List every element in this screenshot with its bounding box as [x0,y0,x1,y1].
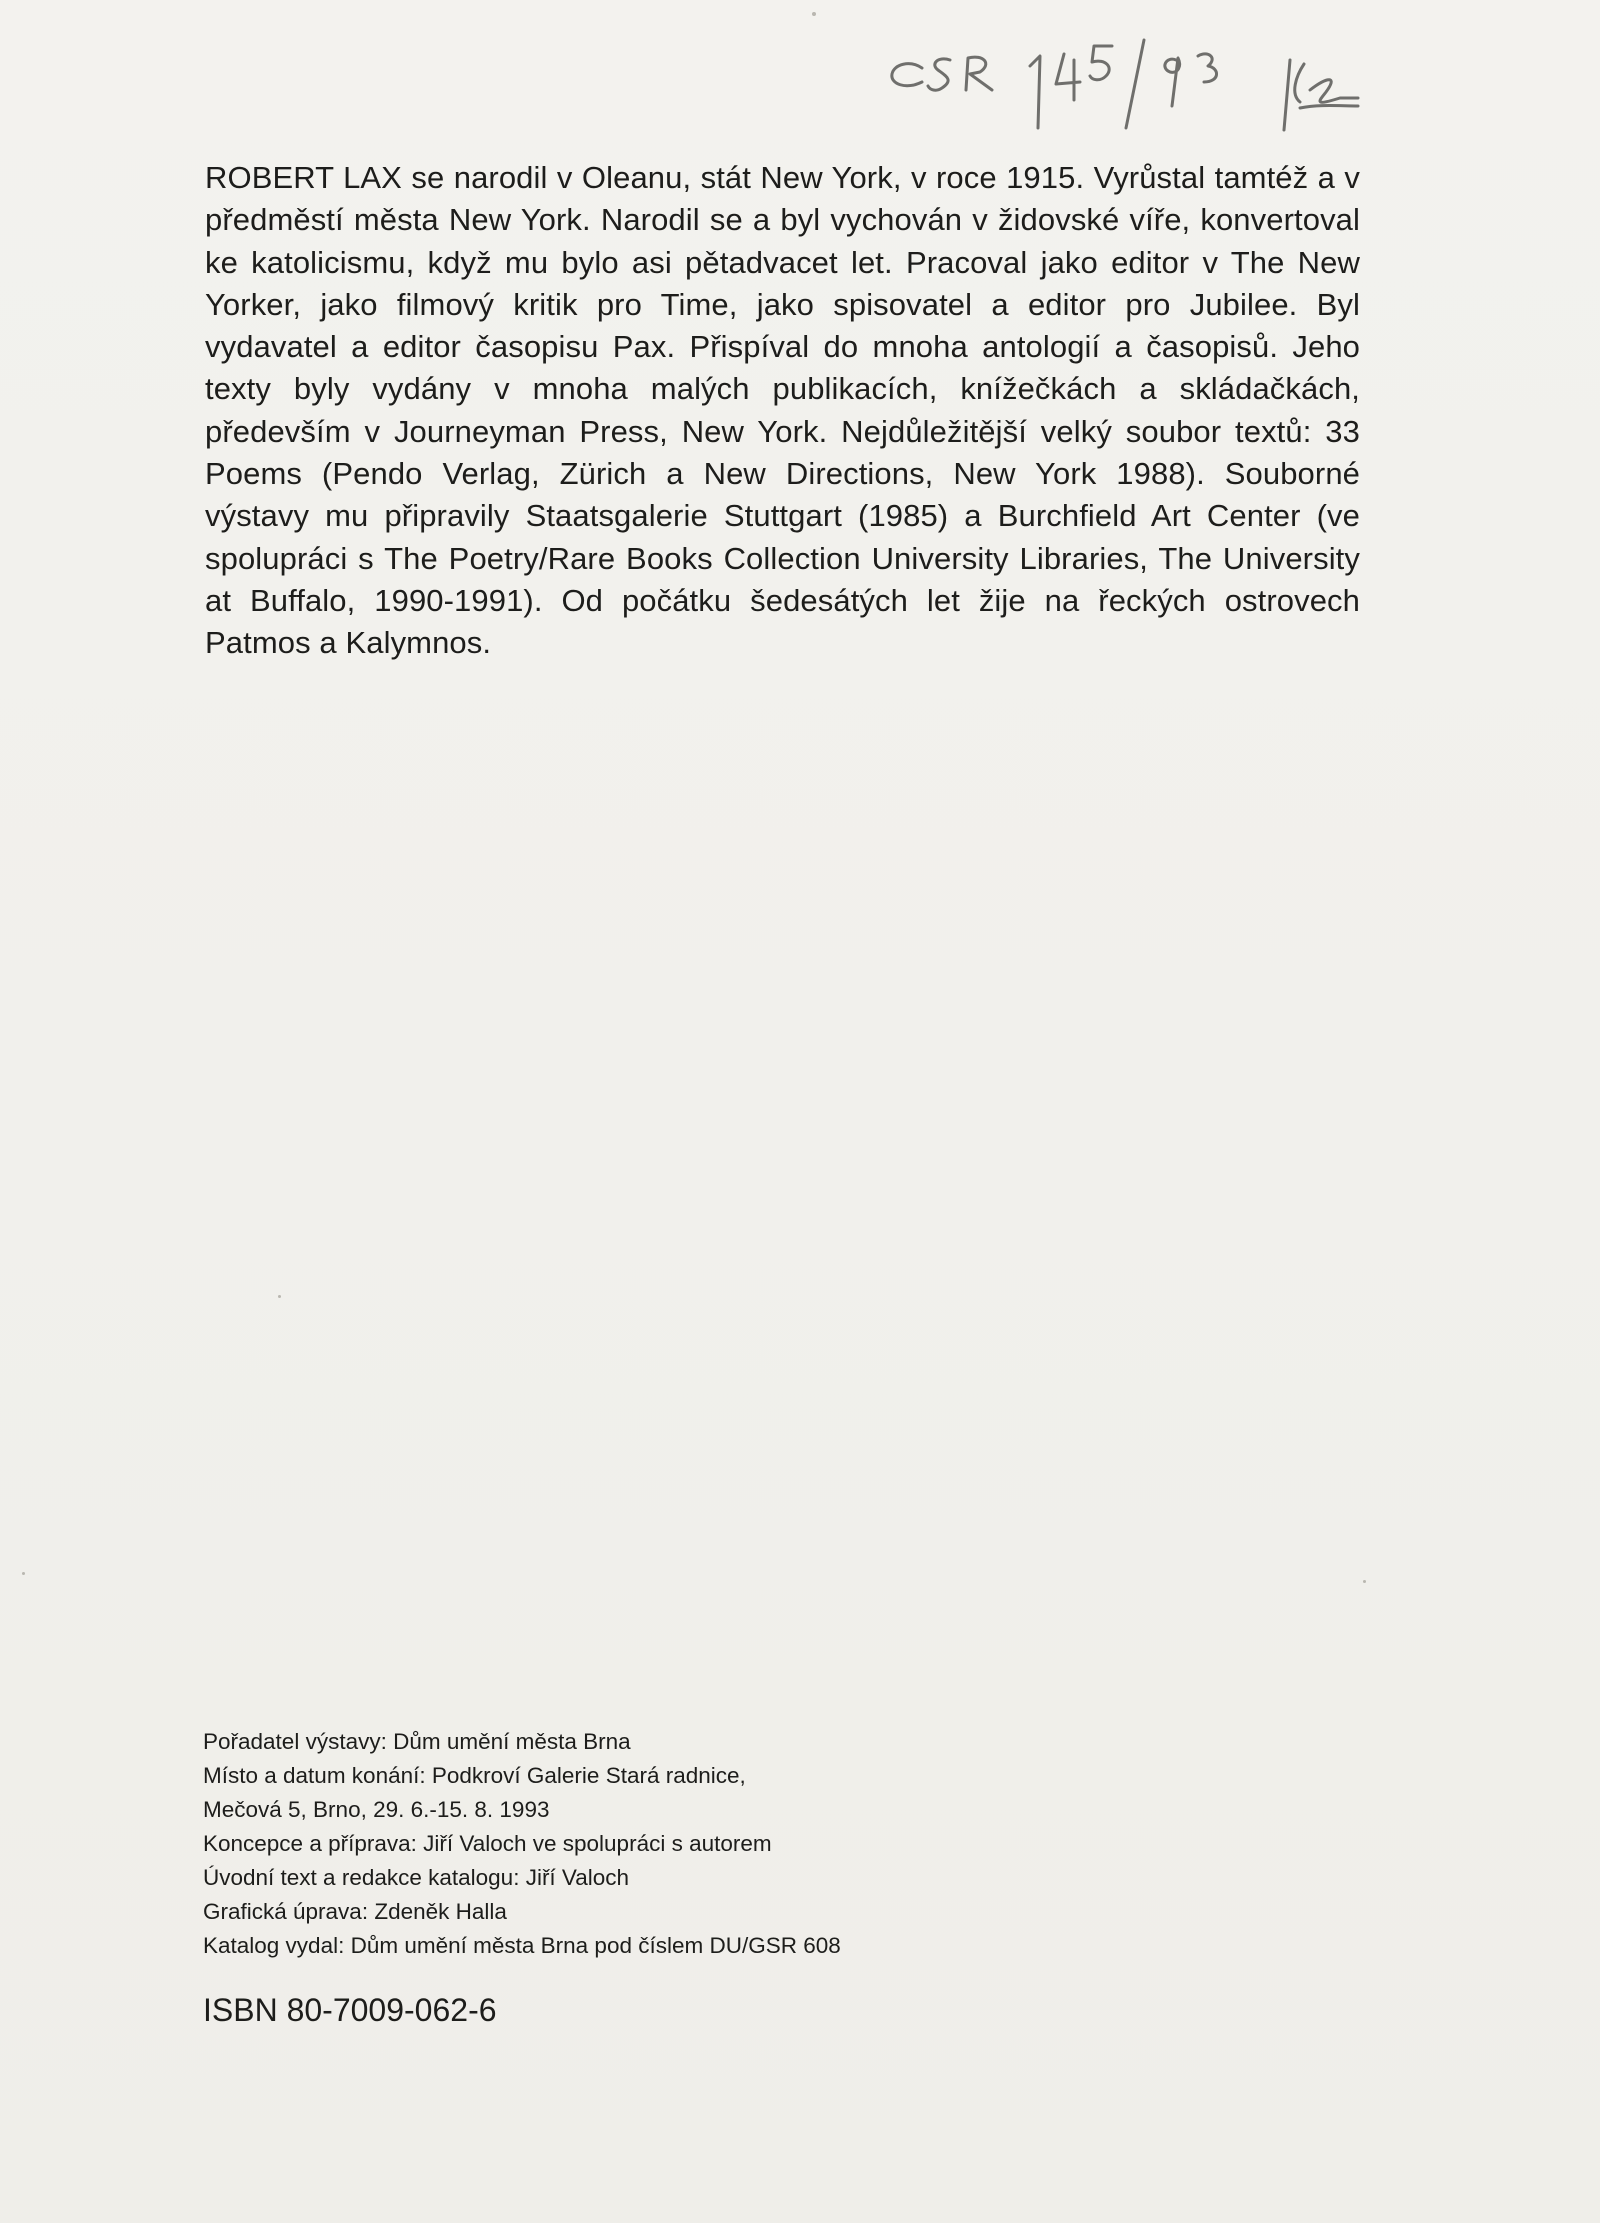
isbn-number: ISBN 80-7009-062-6 [203,1992,497,2028]
credit-line-organizer: Pořadatel výstavy: Dům umění města Brna [203,1729,631,1754]
credit-line-concept: Koncepce a příprava: Jiří Valoch ve spolupráci s autorem [203,1831,772,1856]
author-biography: ROBERT LAX se narodil v Oleanu, stát New York, v roce 1915. Vyrůstal tamtéž a v předměstí města New York. Narodil se a byl vychován v židovské víře, konvertoval ke katolicismu, když mu bylo asi pětadvacet let. Pracoval jako editor v The New Yorker, jako filmový kritik pro Time, jako spisovatel a editor pro Jubilee. Byl vydavatel a editor časopisu Pax. Přispíval do mnoha antologií a časopisů. Jeho texty byly vydány v mnoha malých publikacích, knížečkách a skládačkách, především v Journeyman Press, New York. Nejdůležitější velký soubor textů: 33 Poems (Pendo Verlag, Zürich a New Directions, New York 1988). Souborné výstavy mu připravily Staatsgalerie Stuttgart (1985) a Burchfield Art Center (ve spolupráci s The Poetry/Rare Books Collection University Libraries, The University at Buffalo, 1990-1991). Od počátku šedesátých let žije na řeckých ostrovech Patmos a Kalymnos. [205,160,1360,661]
credit-line-editing: Úvodní text a redakce katalogu: Jiří Valoch [203,1865,630,1890]
credit-line-publisher: Katalog vydal: Dům umění města Brna pod číslem DU/GSR 608 [203,1933,841,1958]
credit-line-design: Grafická úprava: Zdeněk Halla [203,1899,507,1924]
paper-speck [1363,1580,1366,1583]
handwritten-archive-mark [880,20,1400,150]
exhibition-credits [203,1725,1203,1963]
credit-line-venue: Místo a datum konání: Podkroví Galerie Stará radnice, [203,1763,746,1788]
paper-speck [812,12,816,16]
paper-speck [278,1295,281,1298]
paper-speck [22,1572,25,1575]
credit-line-address-date: Mečová 5, Brno, 29. 6.-15. 8. 1993 [203,1797,550,1822]
